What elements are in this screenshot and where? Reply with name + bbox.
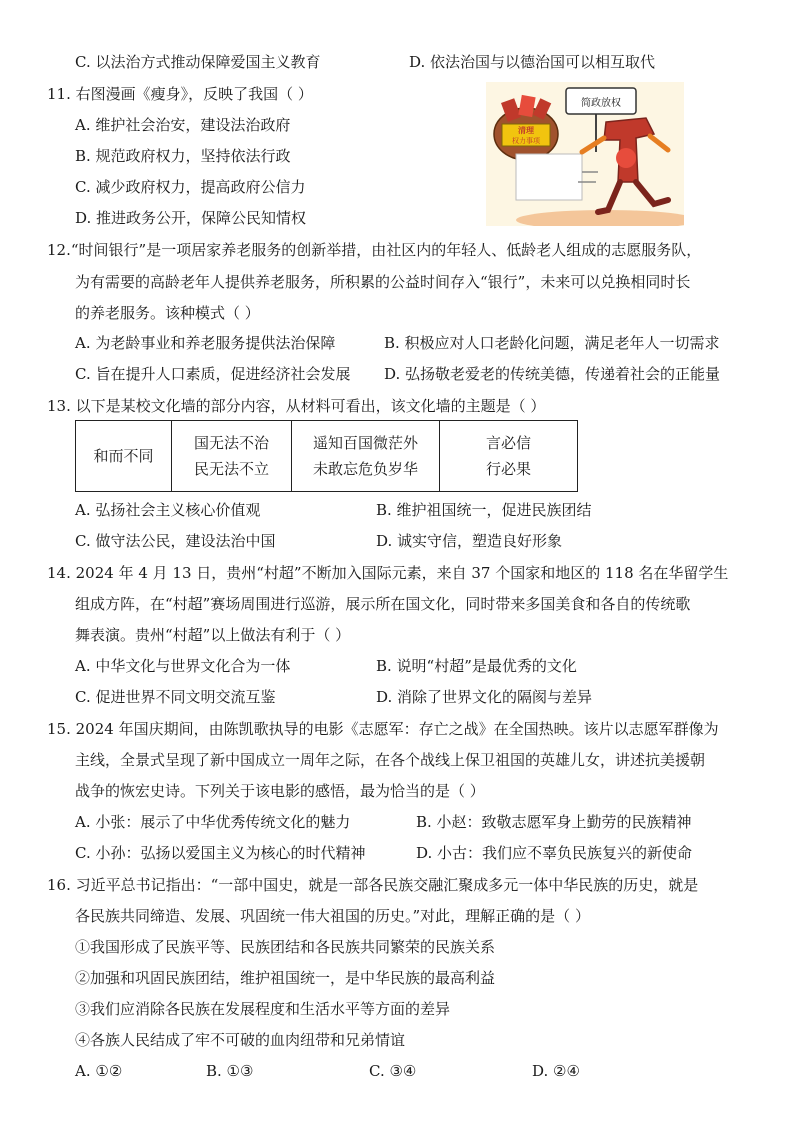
- q15-stem-line-1: 15. 2024 年国庆期间，由陈凯歌执导的电影《志愿军：存亡之战》在全国热映。该片以志愿军群像为: [47, 720, 719, 738]
- q15-option-c: C. 小孙：弘扬以爱国主义为核心的时代精神: [75, 844, 366, 862]
- q14-stem-line-1: 14. 2024 年 4 月 13 日，贵州“村超”不断加入国际元素，来自 37 个国家和地区的 118 名在华留学生: [47, 564, 729, 582]
- q13-stem: 13. 以下是某校文化墙的部分内容，从材料可看出，该文化墙的主题是（ ）: [47, 397, 546, 415]
- table-cell-law: 国无法不治 民无法不立: [172, 421, 292, 492]
- q12-stem-line-2: 为有需要的高龄老年人提供养老服务，所积累的公益时间存入“银行”，未来可以兑换相同时长: [75, 273, 691, 291]
- q14-option-b: B. 说明“村超”是最优秀的文化: [376, 657, 577, 675]
- bag-label-bottom: 权力事项: [512, 137, 540, 145]
- q11-stem: 11. 右图漫画《瘦身》，反映了我国（ ）: [47, 85, 313, 103]
- q11-option-d: D. 推进政务公开，保障公民知情权: [75, 209, 307, 227]
- q12-option-d: D. 弘扬敬老爱老的传统美德，传递着社会的正能量: [384, 365, 721, 383]
- table-cell-poem: 遥知百国微茫外 未敢忘危负岁华: [292, 421, 440, 492]
- q11-option-c: C. 减少政府权力，提高政府公信力: [75, 178, 306, 196]
- q15-option-d: D. 小古：我们应不辜负民族复兴的新使命: [416, 844, 693, 862]
- q12-option-c: C. 旨在提升人口素质，促进经济社会发展: [75, 365, 351, 383]
- q15-option-a: A. 小张：展示了中华优秀传统文化的魅力: [75, 813, 351, 831]
- q12-stem-line-1: 12.“时间银行”是一项居家养老服务的创新举措，由社区内的年轻人、低龄老人组成的志愿服务队，: [47, 241, 702, 259]
- q14-option-a: A. 中华文化与世界文化合为一体: [75, 657, 291, 675]
- q13-option-a: A. 弘扬社会主义核心价值观: [75, 501, 261, 519]
- bag-label-top: 清理: [518, 126, 534, 135]
- q16-option-c: C. ③④: [369, 1062, 417, 1080]
- cartoon-sign-text: 简政放权: [581, 98, 621, 109]
- q13-option-d: D. 诚实守信，塑造良好形象: [376, 532, 563, 550]
- q12-option-a: A. 为老龄事业和养老服务提供法治保障: [75, 334, 336, 352]
- q16-option-a: A. ①②: [75, 1062, 123, 1080]
- table-cell-trust: 言必信 行必果: [440, 421, 578, 492]
- q16-item-1: ①我国形成了民族平等、民族团结和各民族共同繁荣的民族关系: [75, 938, 496, 956]
- q16-item-3: ③我们应消除各民族在发展程度和生活水平等方面的差异: [75, 1000, 451, 1018]
- q14-stem-line-3: 舞表演。贵州“村超”以上做法有利于（ ）: [75, 626, 351, 644]
- q16-stem-line-2: 各民族共同缔造、发展、巩固统一伟大祖国的历史。”对此，理解正确的是（ ）: [75, 907, 590, 925]
- q16-item-2: ②加强和巩固民族团结，维护祖国统一，是中华民族的最高利益: [75, 969, 496, 987]
- q10-option-d: D. 依法治国与以德治国可以相互取代: [409, 53, 656, 71]
- q13-option-c: C. 做守法公民，建设法治中国: [75, 532, 276, 550]
- q12-option-b: B. 积极应对人口老龄化问题，满足老年人一切需求: [384, 334, 720, 352]
- q15-stem-line-3: 战争的恢宏史诗。下列关于该电影的感悟，最为恰当的是（ ）: [75, 782, 485, 800]
- q11-option-b: B. 规范政府权力，坚持依法行政: [75, 147, 291, 165]
- q16-option-b: B. ①③: [206, 1062, 254, 1080]
- q15-stem-line-2: 主线，全景式呈现了新中国成立一周年之际，在各个战线上保卫祖国的英雄儿女，讲述抗美援朝: [75, 751, 706, 769]
- q15-option-b: B. 小赵：致敬志愿军身上勤劳的民族精神: [416, 813, 692, 831]
- q13-option-b: B. 维护祖国统一，促进民族团结: [376, 501, 592, 519]
- q11-option-a: A. 维护社会治安，建设法治政府: [75, 116, 291, 134]
- slimming-cartoon: [486, 82, 684, 226]
- table-cell-harmony: 和而不同: [76, 421, 172, 492]
- q14-option-c: C. 促进世界不同文明交流互鉴: [75, 688, 276, 706]
- q14-stem-line-2: 组成方阵，在“村超”赛场周围进行巡游，展示所在国文化，同时带来多国美食和各自的传统歌: [75, 595, 691, 613]
- q16-option-d: D. ②④: [532, 1062, 580, 1080]
- q16-item-4: ④各族人民结成了牢不可破的血肉纽带和兄弟情谊: [75, 1031, 406, 1049]
- q14-option-d: D. 消除了世界文化的隔阂与差异: [376, 688, 593, 706]
- q10-option-c: C. 以法治方式推动保障爱国主义教育: [75, 53, 321, 71]
- culture-wall-table: [75, 420, 578, 492]
- q16-stem-line-1: 16. 习近平总书记指出：“一部中国史，就是一部各民族交融汇聚成多元一体中华民族的历史，就是: [47, 876, 699, 894]
- q12-stem-line-3: 的养老服务。该种模式（ ）: [75, 304, 260, 322]
